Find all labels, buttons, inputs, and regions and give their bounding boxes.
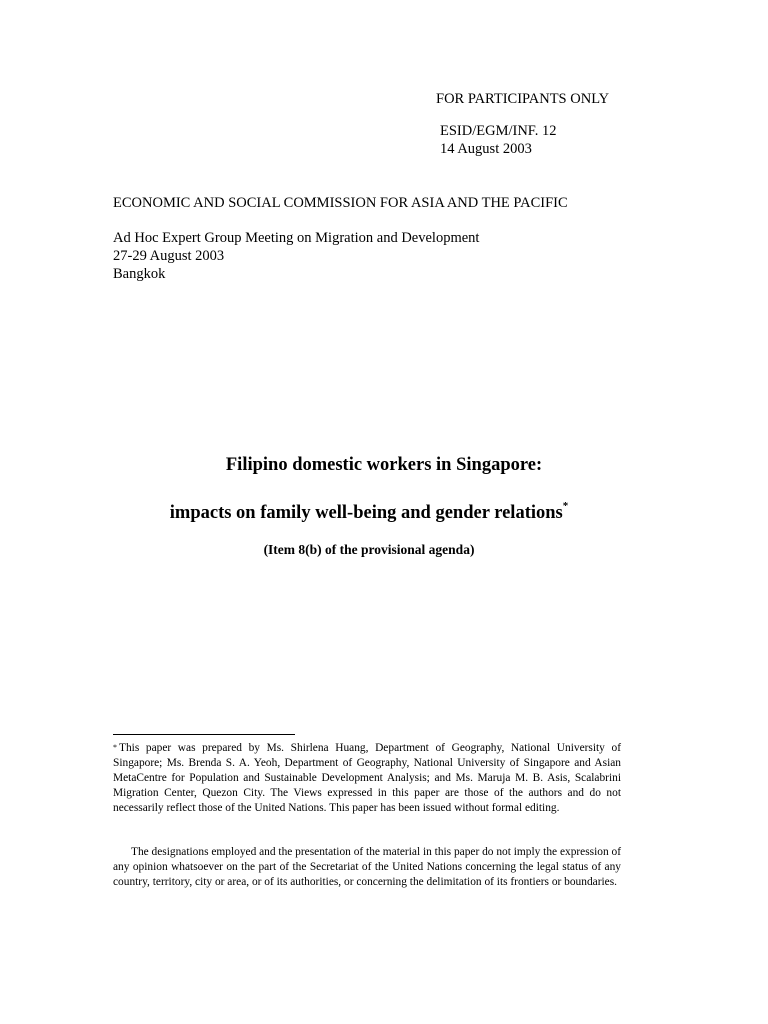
disclaimer-paragraph: The designations employed and the presentation of the material in this paper do not imply the expression of any opinion whatsoever on the part of the Secretariat of the United Nations concerning the legal status of any country, territory, city or area, or of its authorities, or concerning the delimitation of its frontiers or boundaries. [113,846,621,888]
spacer [436,108,609,122]
footnote [113,741,621,816]
meeting-location: Bangkok [113,266,166,282]
agenda-item: (Item 8(b) of the provisional agenda) [263,542,475,557]
footnote-marker: * [113,743,117,752]
title-line-2-text: impacts on family well-being and gender relations [169,503,563,524]
title-line-2 [0,502,738,524]
document-date: 14 August 2003 [440,141,532,157]
meeting-name: Ad Hoc Expert Group Meeting on Migration and Development [113,230,480,246]
meeting-dates: 27-29 August 2003 [113,248,225,264]
title-line-1: Filipino domestic workers in Singapore: [225,455,543,475]
footnote-text: This paper was prepared by Ms. Shirlena Huang, Department of Geography, National University of Singapore; Ms. Brenda S. A. Yeoh, Department of Geography, National University of Singapore and Asian MetaCentre for Population and Sustainable Development Analysis; and Ms. Maruja M. B. Asis, Scalabrini Migration Center, Quezon City. The Views expressed in this paper are those of the authors and do not necessarily reflect those of the United Nations. This paper has been issued without formal editing. [113,742,621,814]
meeting-info [113,229,479,283]
document-reference-block [436,90,609,158]
footnote-separator [113,734,295,735]
organization-name: ECONOMIC AND SOCIAL COMMISSION FOR ASIA AND THE PACIFIC [113,195,568,211]
title-footnote-marker: * [562,500,569,512]
restriction-label: FOR PARTICIPANTS ONLY [436,91,610,107]
document-symbol: ESID/EGM/INF. 12 [440,123,557,139]
